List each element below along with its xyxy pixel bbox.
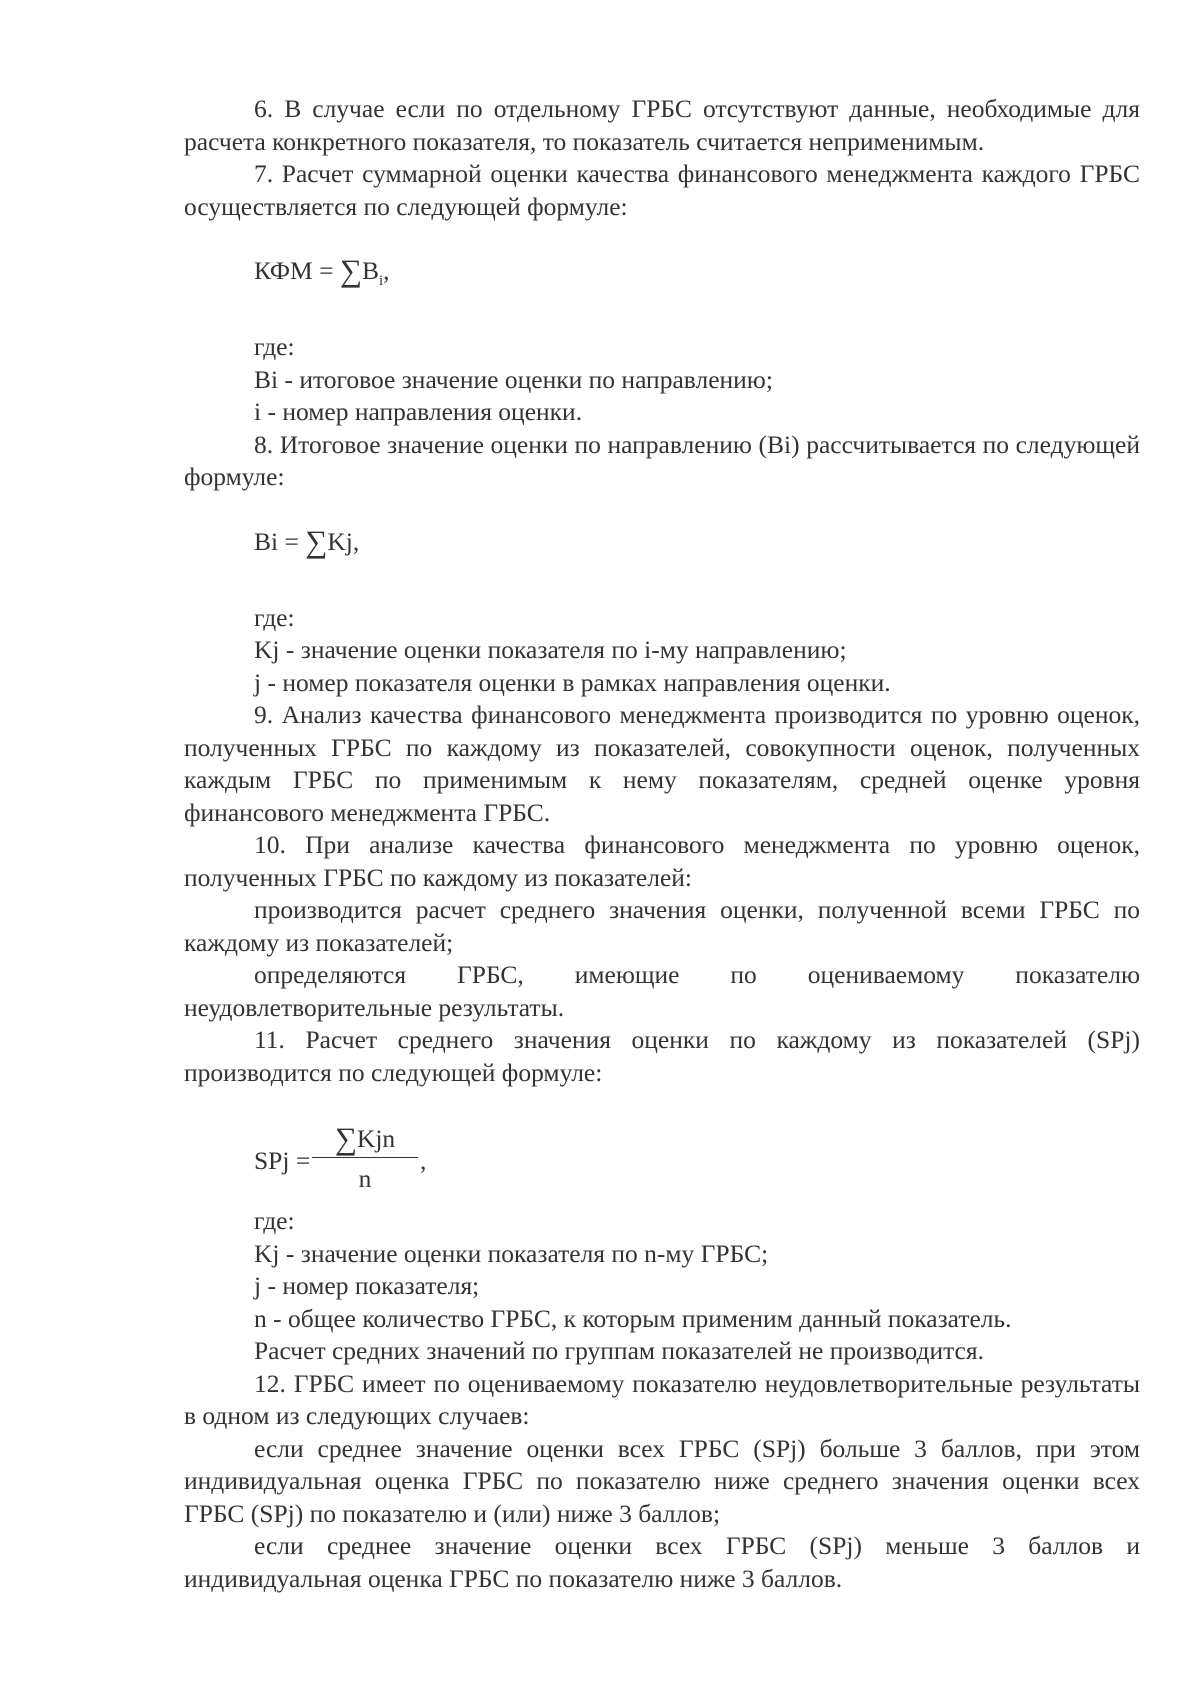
paragraph-12b: если среднее значение оценки всех ГРБС (SPj) меньше 3 баллов и индивидуальная оценка ГРБС по показателю ниже 3 баллов. [184,1531,1140,1593]
formula-spj [254,1121,1140,1201]
document-body [184,93,1140,1595]
paragraph-6: 6. В случае если по отдельному ГРБС отсутствуют данные, необходимые для расчета конкретного показателя, то показатель считается неприменимым. [184,94,1140,156]
formula-spj-tail: , [420,1146,427,1175]
formula-kfm-tail: , [383,256,390,285]
sigma-symbol: ∑ [305,523,328,559]
formula-spj-denominator: n [358,1164,372,1193]
definition-bi: Bi - итоговое значение оценки по направлению; [254,364,773,394]
paragraph-7: 7. Расчет суммарной оценки качества финансового менеджмента каждого ГРБС осуществляется по следующей формуле: [184,159,1140,221]
formula-bi-lhs: Bi = [254,526,299,556]
paragraph-10: 10. При анализе качества финансового менеджмента по уровню оценок, полученных ГРБС по каждому из показателей: [184,830,1140,892]
definition-j-2: j - номер показателя; [254,1271,480,1300]
formula-kfm-var: B [361,256,379,285]
no-group-averages: Расчет средних значений по группам показателей не производится. [254,1336,984,1365]
where-label-2: где: [254,602,295,632]
definition-n: n - общее количество ГРБС, к которым применим данный показатель. [254,1303,1012,1333]
definition-i: i - номер направления оценки. [254,397,583,426]
formula-spj-num-text: Kjn [356,1124,396,1153]
definition-kj-n: Kj - значение оценки показателя по n-му ГРБС; [254,1238,769,1268]
sigma-symbol: ∑ [334,1121,357,1156]
paragraph-10b: определяются ГРБС, имеющие по оцениваемому показателю неудовлетворительные результаты. [184,960,1140,1022]
paragraph-10a: производится расчет среднего значения оценки, полученной всеми ГРБС по каждому из показателей; [184,895,1140,957]
fraction-bar [312,1157,418,1158]
formula-kfm-sub: i [378,273,384,290]
paragraph-12a: если среднее значение оценки всех ГРБС (SPj) больше 3 баллов, при этом индивидуальная оценка ГРБС по показателю ниже среднего значения оценки всех ГРБС (SPj) по показателю и (или) ниже 3 баллов; [184,1433,1140,1528]
where-label-1: где: [254,332,295,361]
where-label-3: где: [254,1206,295,1235]
formula-kfm-lhs: КФМ = [254,256,334,285]
sigma-symbol: ∑ [339,253,362,288]
definition-j: j - номер показателя оценки в рамках направления оценки. [254,667,891,697]
paragraph-9: 9. Анализ качества финансового менеджмента производится по уровню оценок, полученных ГРБС по каждому из показателей, совокупности оценок, полученных каждым ГРБС по применимым к нему показателям, средней оценке уровня финансового менеджмента ГРБС. [184,700,1140,827]
paragraph-8: 8. Итоговое значение оценки по направлению (Bi) рассчитывается по следующей формуле: [184,429,1140,491]
formula-bi-rhs: Kj, [327,526,360,556]
formula-spj-numerator [312,1121,418,1156]
formula-kfm [254,253,1140,289]
paragraph-12: 12. ГРБС имеет по оцениваемому показателю неудовлетворительные результаты в одном из следующих случаев: [184,1368,1140,1430]
definition-kj: Kj - значение оценки показателя по i-му направлению; [254,635,847,664]
paragraph-11: 11. Расчет среднего значения оценки по каждому из показателей (SPj) производится по следующей формуле: [184,1025,1140,1087]
formula-spj-lhs: SPj = [254,1146,311,1175]
formula-bi [254,524,1140,560]
